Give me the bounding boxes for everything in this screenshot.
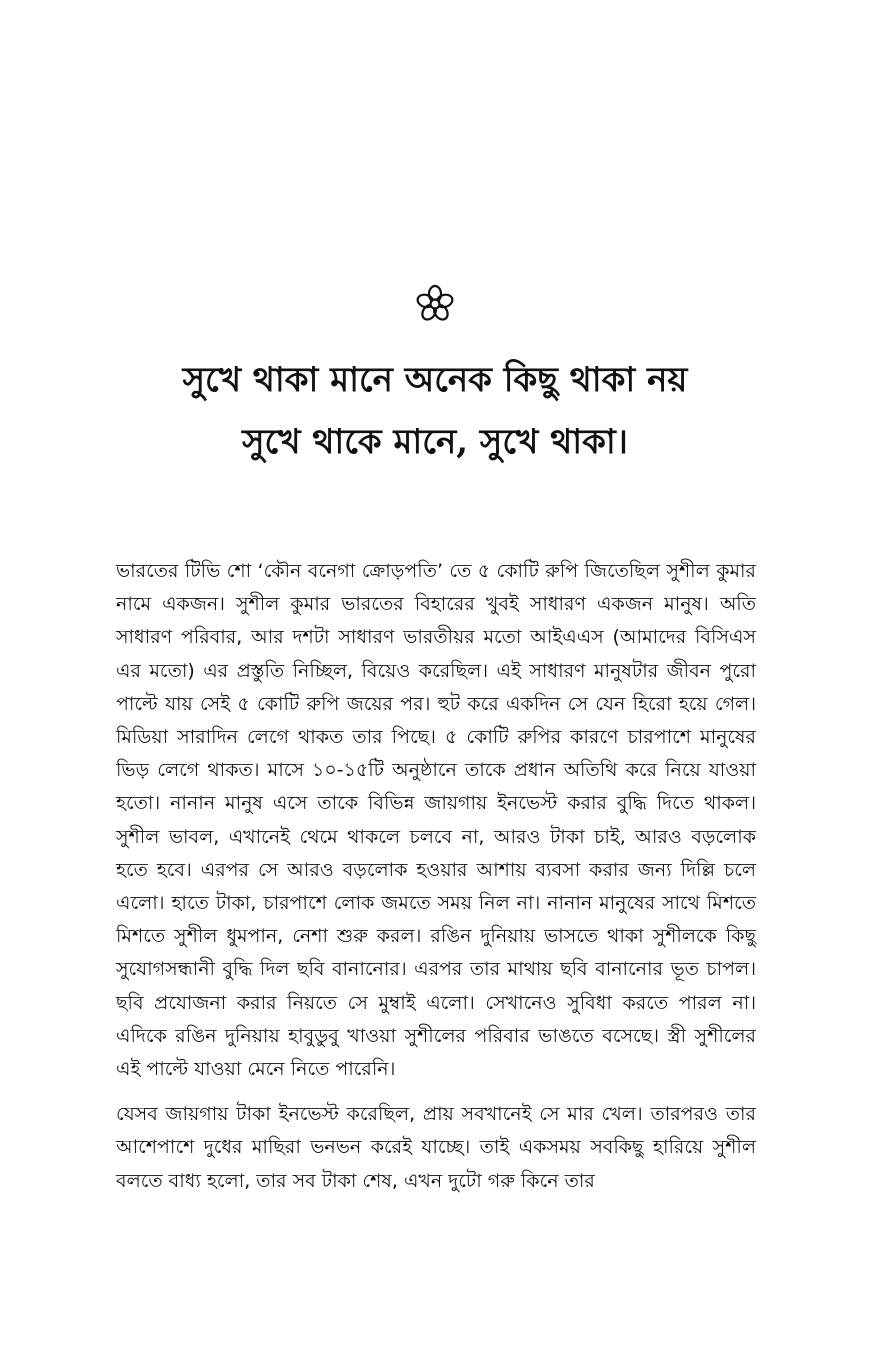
- flower-icon: [415, 284, 455, 324]
- paragraph-1: ভারতের টিভি শো ‘কৌন বনেগা ক্রোড়পতি’ তে ৫ কোটি রুপি জিতেছিল সুশীল কুমার নামে একজন। সুশীল কুমার ভারতের বিহারের খুবই সাধারণ একজন মানুষ। অতি সাধারণ পরিবার, আর দশটা সাধারণ ভারতীয়র মতো আইএএস (আমাদের বিসিএস এর মতো) এর প্রস্তুতি নিচ্ছিল, বিয়েও করেছিল। এই সাধারণ মানুষটার জীবন পুরো পাল্টে যায় সেই ৫ কোটি রুপি জয়ের পর। হুট করে একদিন সে যেন হিরো হয়ে গেল। মিডিয়া সারাদিন লেগে থাকত তার পিছে। ৫ কোটি রুপির কারণে চারপাশে মানুষের ভিড় লেগে থাকত। মাসে ১০-১৫টি অনুষ্ঠানে তাকে প্রধান অতিথি করে নিয়ে যাওয়া হতো। নানান মানুষ এসে তাকে বিভিন্ন জায়গায় ইনভেস্ট করার বুদ্ধি দিতে থাকল। সুশীল ভাবল, এখানেই থেমে থাকলে চলবে না, আরও টাকা চাই, আরও বড়লোক হতে হবে। এরপর সে আরও বড়লোক হওয়ার আশায় ব্যবসা করার জন্য দিল্লি চলে এলো। হাতে টাকা, চারপাশে লোক জমতে সময় নিল না। নানান মানুষের সাথে মিশতে মিশতে সুশীল ধুমপান, নেশা শুরু করল। রঙিন দুনিয়ায় ভাসতে থাকা সুশীলকে কিছু সুযোগসন্ধানী বুদ্ধি দিল ছবি বানানোর। এরপর তার মাথায় ছবি বানানোর ভূত চাপল। ছবি প্রযোজনা করার নিয়তে সে মুম্বাই এলো। সেখানেও সুবিধা করতে পারল না। এদিকে রঙিন দুনিয়ায় হাবুডুবু খাওয়া সুশীলের পরিবার ভাঙতে বসেছে। স্ত্রী সুশীলের এই পাল্টে যাওয়া মেনে নিতে পারেনি।: [116, 560, 756, 1081]
- chapter-title-line-2: সুখে থাকে মানে, সুখে থাকা।: [242, 422, 628, 462]
- body-text: [116, 555, 756, 1210]
- chapter-title-line-1: সুখে থাকা মানে অনেক কিছু থাকা নয়: [182, 360, 688, 400]
- paragraph-2: যেসব জায়গায় টাকা ইনভেস্ট করেছিল, প্রায় সবখানেই সে মার খেল। তারপরও তার আশেপাশে দুধের মাছিরা ভনভন করেই যাচ্ছে। তাই একসময় সবকিছু হারিয়ে সুশীল বলতে বাধ্য হলো, তার সব টাকা শেষ, এখন দুটো গরু কিনে তার: [116, 1103, 756, 1192]
